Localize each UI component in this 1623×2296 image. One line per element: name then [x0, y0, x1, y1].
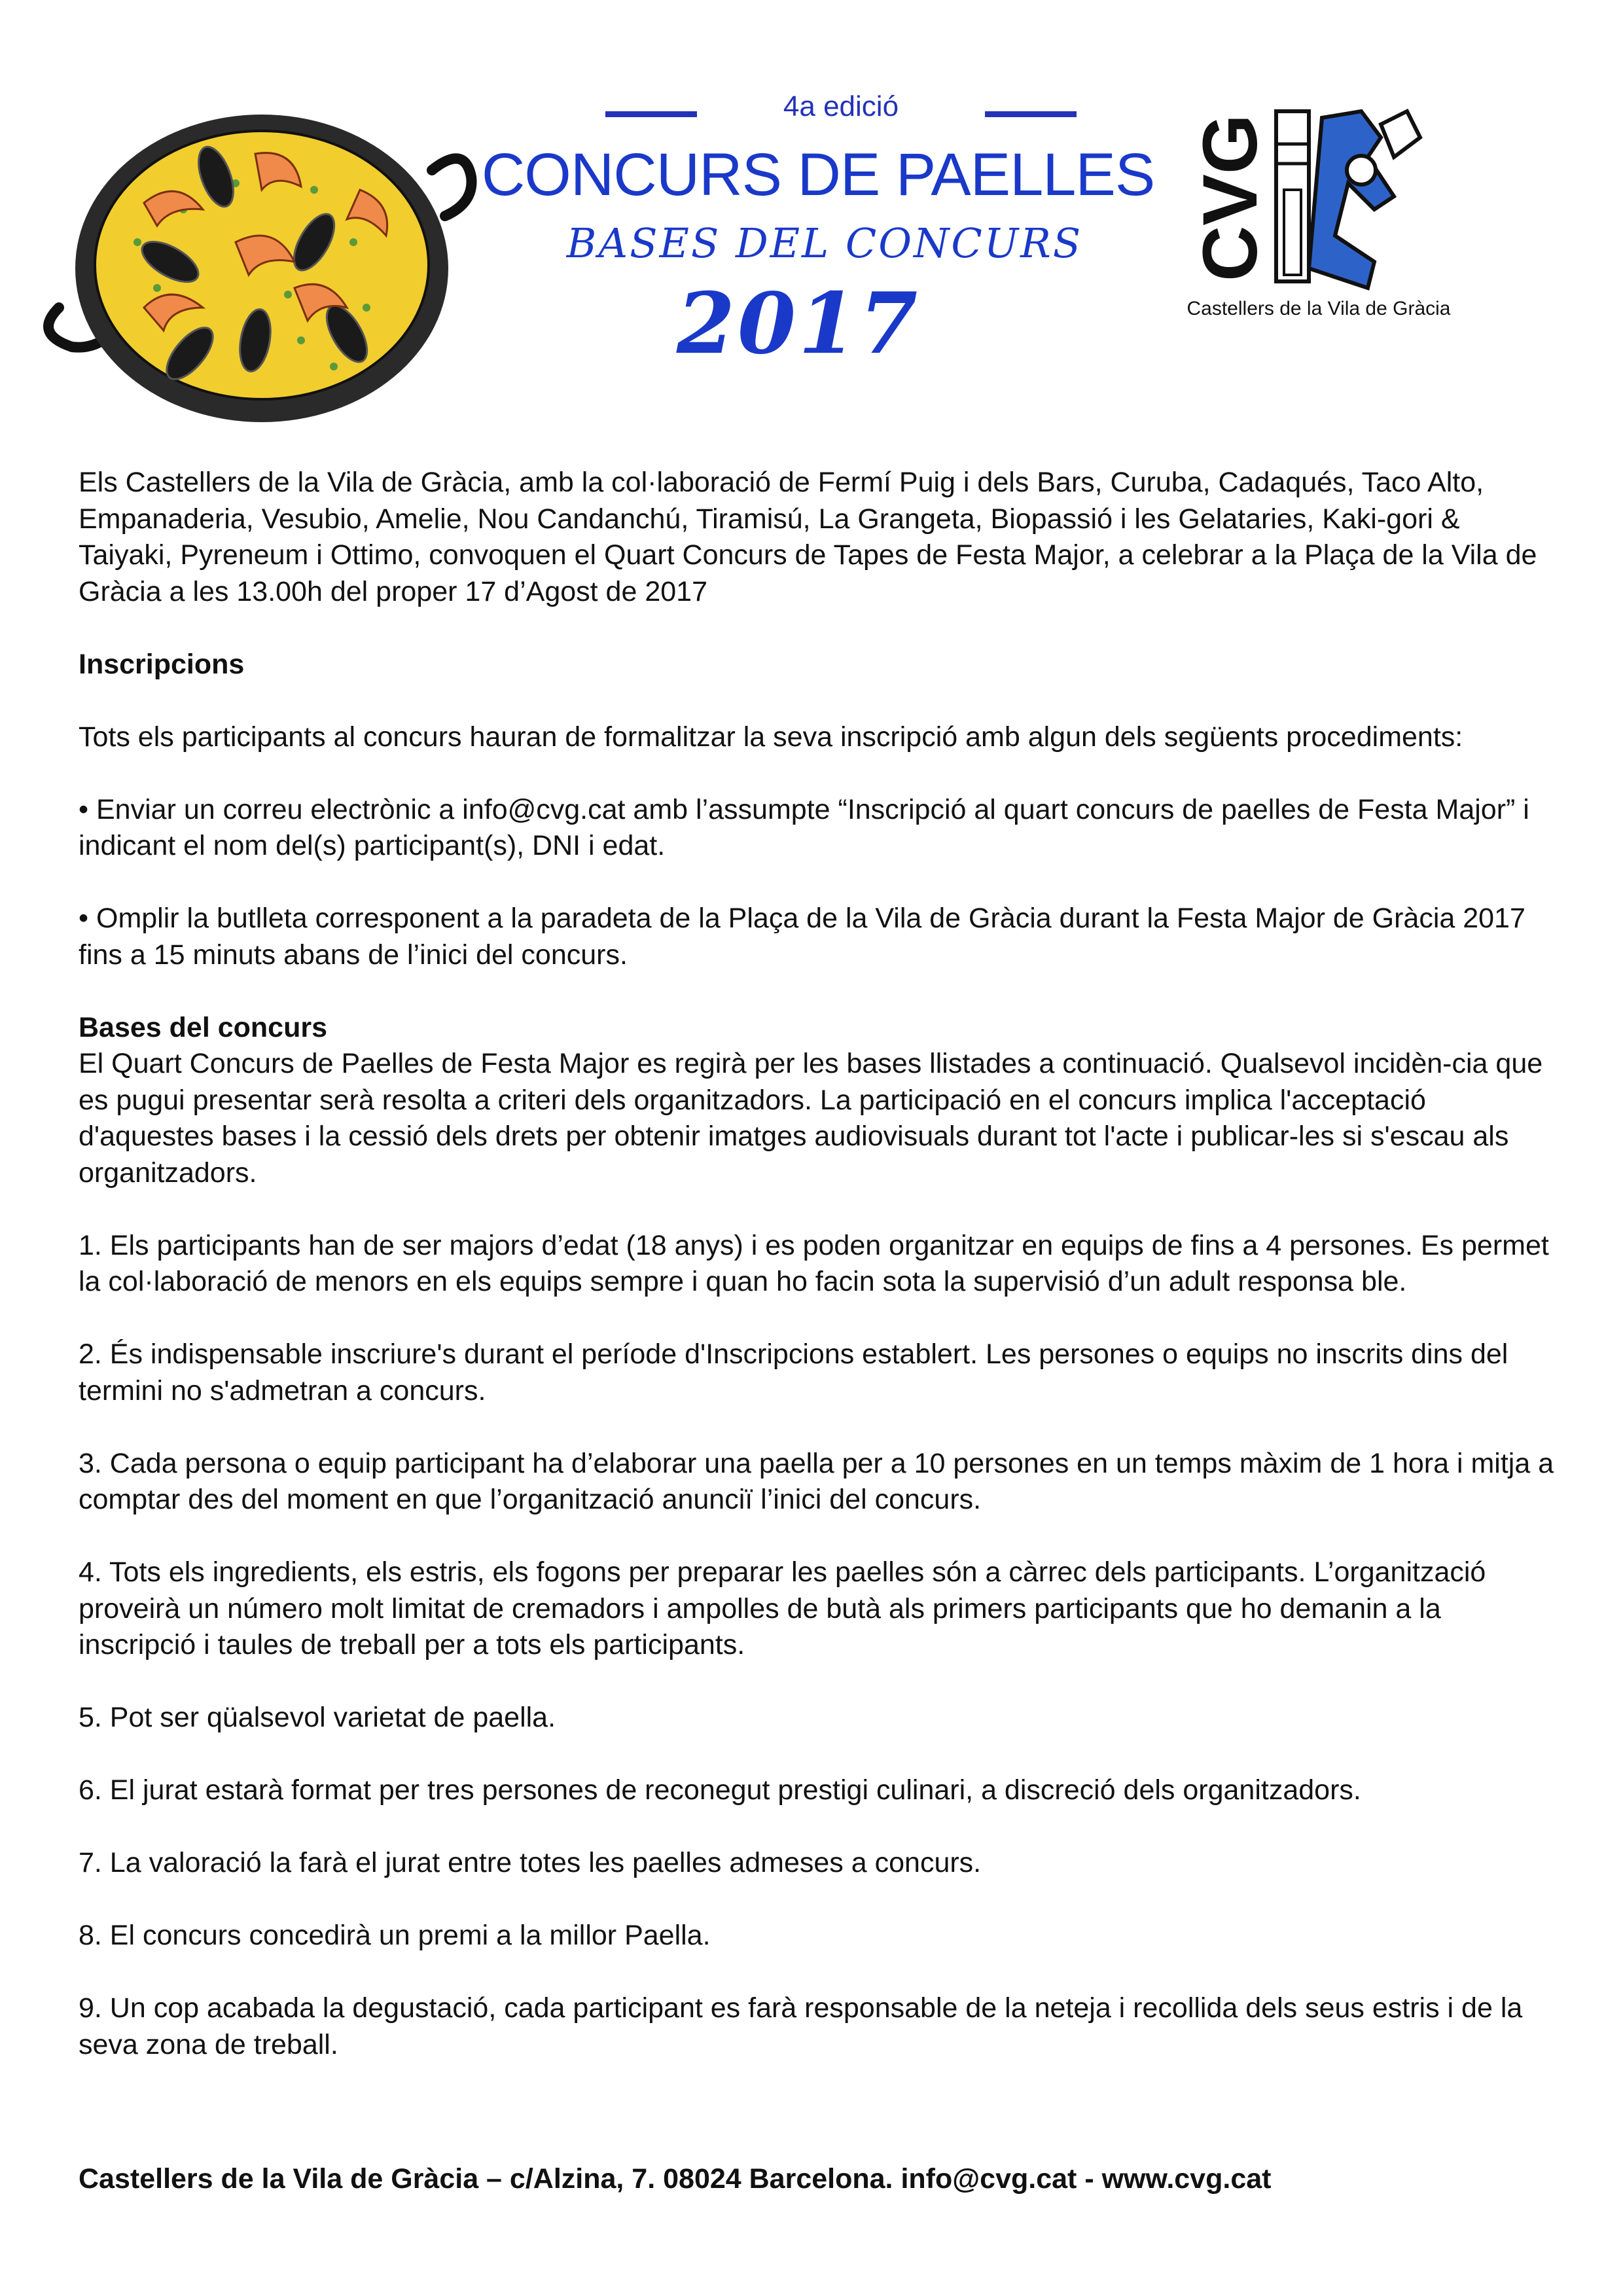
edition-label: 4a edició [783, 90, 899, 122]
paella-illustration [39, 92, 484, 419]
rule-item: 5. Pot ser qüalsevol varietat de paella. [79, 1702, 556, 1733]
rule-item: 6. El jurat estarà format per tres persones de reconegut prestigi culinari, a discreció dels organitzadors. [79, 1774, 1361, 1806]
bases-heading: Bases del concurs [79, 1011, 328, 1043]
year-label: 2017 [676, 275, 921, 373]
rule-item: 2. És indispensable inscriure's durant el període d'Inscripcions establert. Les persones o equips no inscrits dins del termini no s'admetran a concurs. [79, 1338, 1508, 1407]
cvg-logo [1187, 98, 1433, 295]
rule-item: 4. Tots els ingredients, els estris, els fogons per preparar les paelles són a càrrec dels participants. L’organització proveirà un número molt limitat de cremadors i ampolles de butà als primers participants que ho demanin a la inscripció i taules de treball per a tots els participants. [79, 1556, 1486, 1660]
intro-paragraph: Els Castellers de la Vila de Gràcia, amb la col·laboració de Fermí Puig i dels Bars, Curuba, Cadaqués, Taco Alto, Empanaderia, Vesubio, Amelie, Nou Candanchú, Tiramisú, La Grangeta, Biopassió i les Gelataries, Kaki-gori & Taiyaki, Pyreneum i Ottimo, convoquen el Quart Concurs de Tapes de Festa Major, a celebrar a la Plaça de la Vila de Gràcia a les 13.00h del proper 17 d’Agost de 2017 [79, 467, 1537, 607]
rule-item: 8. El concurs concedirà un premi a la millor Paella. [79, 1920, 711, 1951]
logo-subtitle: Castellers de la Vila de Gràcia [1186, 298, 1451, 319]
edition-line-right [985, 111, 1077, 117]
document-body [79, 465, 1558, 2063]
page-subtitle: BASES DEL CONCURS [566, 219, 1083, 267]
inscripcions-lead: Tots els participants al concurs hauran de formalitzar la seva inscripció amb algun dels següents procediments: [79, 721, 1463, 753]
rule-item: 1. Els participants han de ser majors d’edat (18 anys) i es poden organitzar en equips de fins a 4 persones. Es permet la col·laboració de menors en els equips sempre i quan ho facin sota la supervisió d’un adult responsa ble. [79, 1229, 1549, 1297]
rule-item: 3. Cada persona o equip participant ha d’elaborar una paella per a 10 persones en un temps màxim de 1 hora i mitja a comptar des del moment en que l’organització anunciï l’inici del concurs. [79, 1447, 1554, 1515]
edition-line-left [605, 111, 697, 117]
cvg-logo-text: CVG [1187, 114, 1274, 281]
inscripcio-option: • Omplir la butlleta corresponent a la paradeta de la Plaça de la Vila de Gràcia durant la Festa Major de Gràcia 2017 fins a 15 minuts abans de l’inici del concurs. [79, 903, 1525, 971]
inscripcions-heading: Inscripcions [79, 648, 245, 680]
page-title: CONCURS DE PAELLES [481, 141, 1155, 208]
bases-lead: El Quart Concurs de Paelles de Festa Major es regirà per les bases llistades a continuació. Qualsevol incidèn-cia que es pugui presentar serà resolta a criteri dels organitzadors. La participació en el concurs implica l'acceptació d'aquestes bases i la cessió dels drets per obtenir imatges audiovisuals durant tot l'acte i publicar-les si s'escau als organitzadors. [79, 1048, 1543, 1189]
rule-item: 9. Un cop acabada la degustació, cada participant es farà responsable de la neteja i recollida dels seus estris i de la seva zona de treball. [79, 1992, 1523, 2060]
footer-contact: Castellers de la Vila de Gràcia – c/Alzina, 7. 08024 Barcelona. info@cvg.cat - www.cvg.cat [79, 2163, 1272, 2195]
inscripcio-option: • Enviar un correu electrònic a info@cvg.cat amb l’assumpte “Inscripció al quart concurs de paelles de Festa Major” i indicant el nom del(s) participant(s), DNI i edat. [79, 793, 1529, 861]
rule-item: 7. La valoració la farà el jurat entre totes les paelles admeses a concurs. [79, 1847, 982, 1878]
